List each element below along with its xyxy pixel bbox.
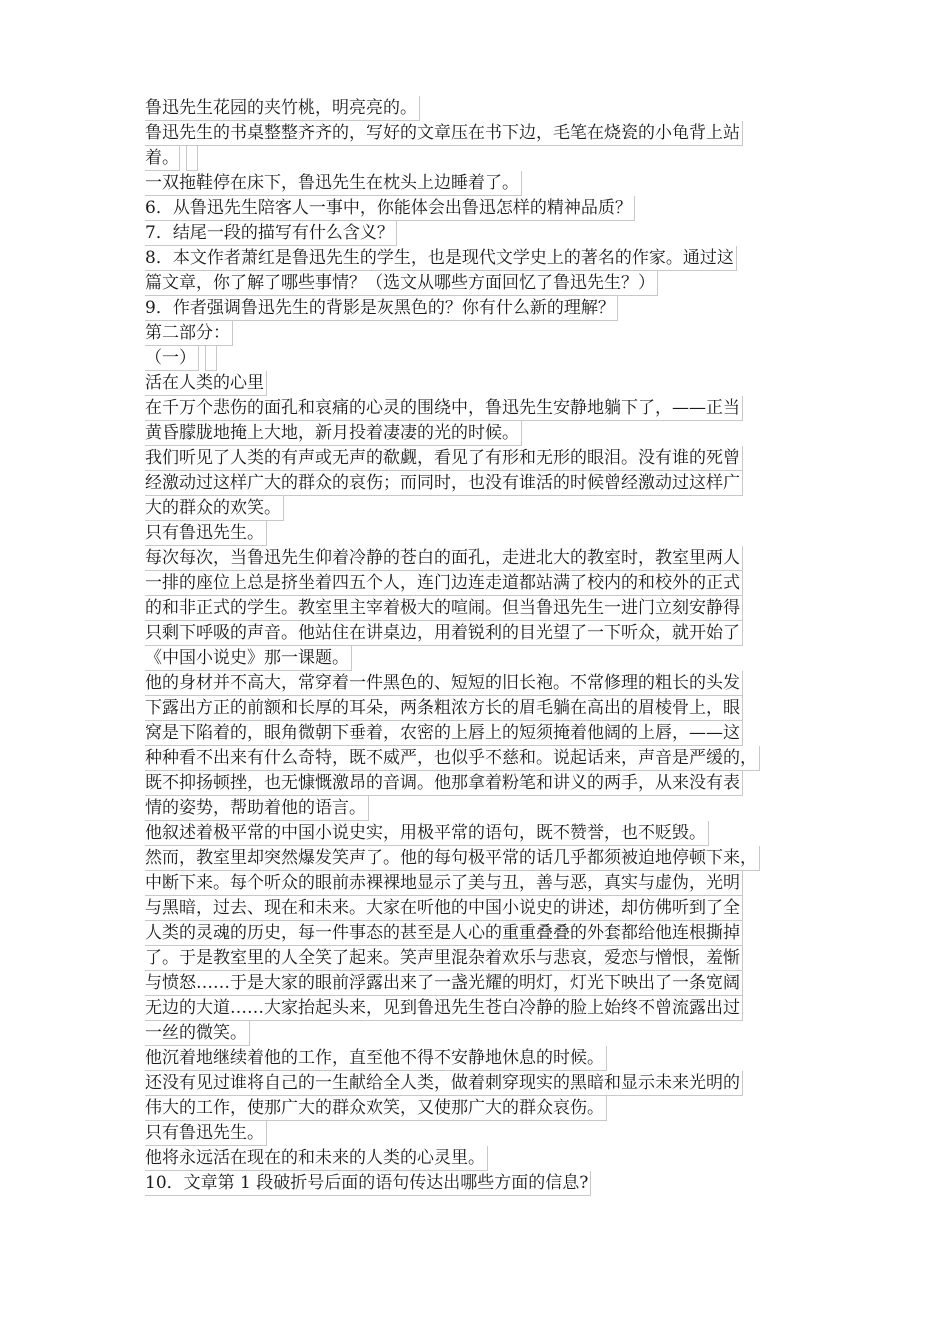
text-line: 既不抑扬顿挫，也无慷慨激昂的音调。他那拿着粉笔和讲义的两手，从来没有表 [145, 771, 815, 796]
text-line: 他叙述着极平常的中国小说史实，用极平常的语句，既不赞誉，也不贬毁。 [145, 821, 815, 846]
text-line: 与愤怒……于是大家的眼前浮露出来了一盏光耀的明灯，灯光下映出了一条宽阔 [145, 971, 815, 996]
article-title: 活在人类的心里 [145, 371, 815, 396]
text-line: 每次每次，当鲁迅先生仰着冷静的苍白的面孔，走进北大的教室时，教室里两人 [145, 546, 815, 571]
text-line: 的和非正式的学生。教室里主宰着极大的喧闹。但当鲁迅先生一进门立刻安静得 [145, 596, 815, 621]
text-line: 中断下来。每个听众的眼前赤裸裸地显示了美与丑，善与恶，真实与虚伪，光明 [145, 871, 815, 896]
question-10: 10．文章第 1 段破折号后面的语句传达出哪些方面的信息? [145, 1171, 815, 1196]
text-line: 大的群众的欢笑。 [145, 496, 815, 521]
text-line: 黄昏朦胧地掩上大地，新月投着凄凄的光的时候。 [145, 421, 815, 446]
text-line: 《中国小说史》那一课题。 [145, 646, 815, 671]
subsection-heading: （一） [145, 346, 815, 371]
text-line: 一排的座位上总是挤坐着四五个人，连门边连走道都站满了校内的和校外的正式 [145, 571, 815, 596]
section-heading: 第二部分： [145, 321, 815, 346]
text-line: 他沉着地继续着他的工作，直至他不得不安静地休息的时候。 [145, 1046, 815, 1071]
text-line: 着。 [145, 146, 815, 171]
text-line: 种种看不出来有什么奇特，既不威严，也似乎不慈和。说起话来，声音是严缓的， [145, 746, 815, 771]
document-page [145, 96, 815, 1196]
text-line: 人类的灵魂的历史，每一件事态的甚至是人心的重重叠叠的外套都给他连根撕掉 [145, 921, 815, 946]
text-line: 了。于是教室里的人全笑了起来。笑声里混杂着欢乐与悲哀，爱恋与憎恨，羞惭 [145, 946, 815, 971]
text-line: 我们听见了人类的有声或无声的欷觑，看见了有形和无形的眼泪。没有谁的死曾 [145, 446, 815, 471]
text-line: 鲁迅先生的书桌整整齐齐的，写好的文章压在书下边，毛笔在烧瓷的小龟背上站 [145, 121, 815, 146]
text-line: 无边的大道……大家抬起头来，见到鲁迅先生苍白冷静的脸上始终不曾流露出过 [145, 996, 815, 1021]
text-line: 只有鲁迅先生。 [145, 1121, 815, 1146]
text-line: 伟大的工作，使那广大的群众欢笑，又使那广大的群众哀伤。 [145, 1096, 815, 1121]
text-line: 他将永远活在现在的和未来的人类的心灵里。 [145, 1146, 815, 1171]
question-8: 8．本文作者萧红是鲁迅先生的学生，也是现代文学史上的著名的作家。通过这 [145, 246, 815, 271]
text-line: 一双拖鞋停在床下，鲁迅先生在枕头上边睡着了。 [145, 171, 815, 196]
text-line: 情的姿势，帮助着他的语言。 [145, 796, 815, 821]
text-line: 一丝的微笑。 [145, 1021, 815, 1046]
text-line: 经激动过这样广大的群众的哀伤；而同时，也没有谁活的时候曾经激动过这样广 [145, 471, 815, 496]
text-line: 只有鲁迅先生。 [145, 521, 815, 546]
text-line: 只剩下呼吸的声音。他站住在讲桌边，用着锐利的目光望了一下听众，就开始了 [145, 621, 815, 646]
text-line: 在千万个悲伤的面孔和哀痛的心灵的围绕中，鲁迅先生安静地躺下了，——正当 [145, 396, 815, 421]
question-6: 6．从鲁迅先生陪客人一事中，你能体会出鲁迅怎样的精神品质？ [145, 196, 815, 221]
question-8-cont: 篇文章，你了解了哪些事情？（选文从哪些方面回忆了鲁迅先生？） [145, 271, 815, 296]
text-line: 还没有见过谁将自己的一生献给全人类，做着刺穿现实的黑暗和显示未来光明的 [145, 1071, 815, 1096]
question-9: 9．作者强调鲁迅先生的背影是灰黑色的？你有什么新的理解？ [145, 296, 815, 321]
text-line: 窝是下陷着的，眼角微朝下垂着，农密的上唇上的短须掩着他阔的上唇，——这 [145, 721, 815, 746]
question-7: 7．结尾一段的描写有什么含义？ [145, 221, 815, 246]
text-line: 鲁迅先生花园的夹竹桃，明亮亮的。 [145, 96, 815, 121]
text-line: 然而，教室里却突然爆发笑声了。他的每句极平常的话几乎都须被迫地停顿下来， [145, 846, 815, 871]
text-line: 下露出方正的前额和长厚的耳朵，两条粗浓方长的眉毛躺在高出的眉棱骨上，眼 [145, 696, 815, 721]
text-line: 与黑暗，过去、现在和未来。大家在听他的中国小说史的讲述，却仿佛听到了全 [145, 896, 815, 921]
text-line: 他的身材并不高大，常穿着一件黑色的、短短的旧长袍。不常修理的粗长的头发 [145, 671, 815, 696]
